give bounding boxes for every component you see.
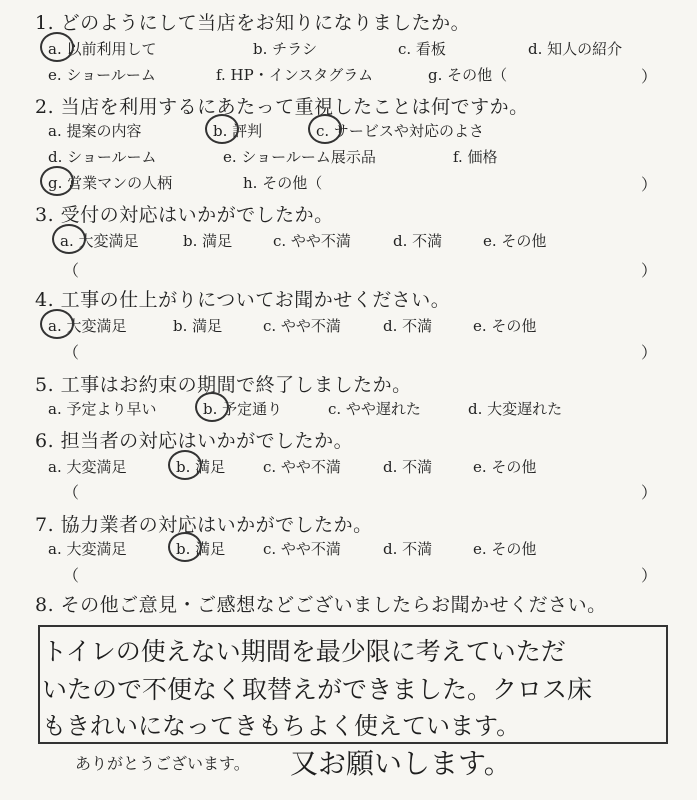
q3-option-e[interactable]: e. その他 (483, 232, 547, 250)
q6-options-row (48, 456, 677, 478)
question-4-title: 4. 工事の仕上がりについてお聞かせください。 (35, 289, 451, 311)
q6-option-e[interactable]: e. その他 (473, 458, 537, 476)
q1-option-d[interactable]: d. 知人の紹介 (528, 40, 623, 58)
q6-option-c[interactable]: c. やや不満 (263, 458, 341, 476)
question-1-title: 1. どのようにして当店をお知りになりましたか。 (35, 12, 471, 34)
q6-other-field[interactable] (48, 480, 677, 502)
q3-option-b[interactable]: b. 満足 (183, 232, 233, 250)
handwritten-line-2: いたので不便なく取替えができました。クロス床 (42, 675, 593, 704)
q4-option-d[interactable]: d. 不満 (383, 317, 433, 335)
q2-option-f[interactable]: f. 価格 (453, 148, 498, 166)
q7-option-a[interactable]: a. 大変満足 (48, 540, 127, 558)
q2-options-row-2 (48, 146, 677, 168)
question-7-title: 7. 協力業者の対応はいかがでしたか。 (35, 514, 373, 536)
q1-option-f[interactable]: f. HP・インスタグラム (216, 66, 374, 84)
q4-options-row (48, 315, 677, 337)
q7-paren-close: ） (640, 566, 657, 585)
q6-option-a[interactable]: a. 大変満足 (48, 458, 127, 476)
q1-option-a[interactable]: a. 以前利用して (48, 38, 156, 59)
q4-option-c[interactable]: c. やや不満 (263, 317, 341, 335)
q1-paren-close: ） (640, 67, 657, 86)
q3-option-d[interactable]: d. 不満 (393, 232, 443, 250)
q6-option-b[interactable]: b. 満足 (176, 456, 225, 477)
q1-option-e[interactable]: e. ショールーム (48, 66, 156, 84)
q3-paren-close: ） (640, 261, 657, 280)
q2-option-g[interactable]: g. 営業マンの人柄 (48, 172, 172, 193)
q7-other-field[interactable] (48, 563, 677, 585)
q7-option-b[interactable]: b. 満足 (176, 538, 225, 559)
q6-paren-open: （ (63, 483, 80, 502)
q5-options-row (48, 398, 677, 420)
q2-option-d[interactable]: d. ショールーム (48, 148, 157, 166)
q3-options-row (48, 230, 677, 252)
q1-option-g[interactable]: g. その他（ (428, 66, 508, 84)
q7-option-e[interactable]: e. その他 (473, 540, 537, 558)
q2-options-row-1 (48, 120, 677, 142)
q1-option-b[interactable]: b. チラシ (253, 40, 318, 58)
q3-option-a[interactable]: a. 大変満足 (60, 230, 138, 251)
q7-options-row (48, 538, 677, 560)
question-3-title: 3. 受付の対応はいかがでしたか。 (35, 204, 334, 226)
q4-option-a[interactable]: a. 大変満足 (48, 315, 126, 336)
q3-other-field[interactable] (48, 258, 677, 280)
q6-paren-close: ） (640, 483, 657, 502)
q1-option-c[interactable]: c. 看板 (398, 40, 446, 58)
q5-option-b[interactable]: b. 予定通り (203, 398, 282, 419)
q2-option-b[interactable]: b. 評判 (213, 120, 262, 141)
q1-options-row-1 (48, 38, 677, 60)
q7-paren-open: （ (63, 566, 80, 585)
handwritten-line-3: もきれいになってきもちよく使えています。 (42, 712, 521, 740)
q2-option-e[interactable]: e. ショールーム展示品 (223, 148, 376, 166)
question-5-title: 5. 工事はお約束の期間で終了しましたか。 (35, 374, 412, 396)
q4-paren-close: ） (640, 343, 657, 362)
q2-paren-close: ） (640, 175, 657, 194)
q7-option-d[interactable]: d. 不満 (383, 540, 433, 558)
q3-option-c[interactable]: c. やや不満 (273, 232, 351, 250)
q2-option-c[interactable]: c. サービスや対応のよさ (316, 120, 484, 141)
q3-paren-open: （ (63, 261, 80, 280)
question-2-title: 2. 当店を利用するにあたって重視したことは何ですか。 (35, 96, 529, 118)
q4-option-b[interactable]: b. 満足 (173, 317, 223, 335)
handwritten-line-4: 又お願いします。 (290, 747, 512, 780)
q2-options-row-3 (48, 172, 677, 194)
q1-options-row-2 (48, 64, 677, 86)
q7-option-c[interactable]: c. やや不満 (263, 540, 341, 558)
q2-option-h[interactable]: h. その他（ (243, 174, 323, 192)
q5-option-c[interactable]: c. やや遅れた (328, 400, 421, 418)
q2-option-a[interactable]: a. 提案の内容 (48, 122, 142, 140)
thanks-text: ありがとうございます。 (75, 754, 250, 773)
question-6-title: 6. 担当者の対応はいかがでしたか。 (35, 430, 354, 452)
q5-option-d[interactable]: d. 大変遅れた (468, 400, 563, 418)
q5-option-a[interactable]: a. 予定より早い (48, 400, 157, 418)
question-8-title: 8. その他ご意見・ご感想などございましたらお聞かせください。 (35, 594, 607, 616)
q4-option-e[interactable]: e. その他 (473, 317, 537, 335)
q4-paren-open: （ (63, 343, 80, 362)
handwritten-line-1: トイレの使えない期間を最少限に考えていただ (42, 637, 566, 666)
q6-option-d[interactable]: d. 不満 (383, 458, 433, 476)
q4-other-field[interactable] (48, 340, 677, 362)
